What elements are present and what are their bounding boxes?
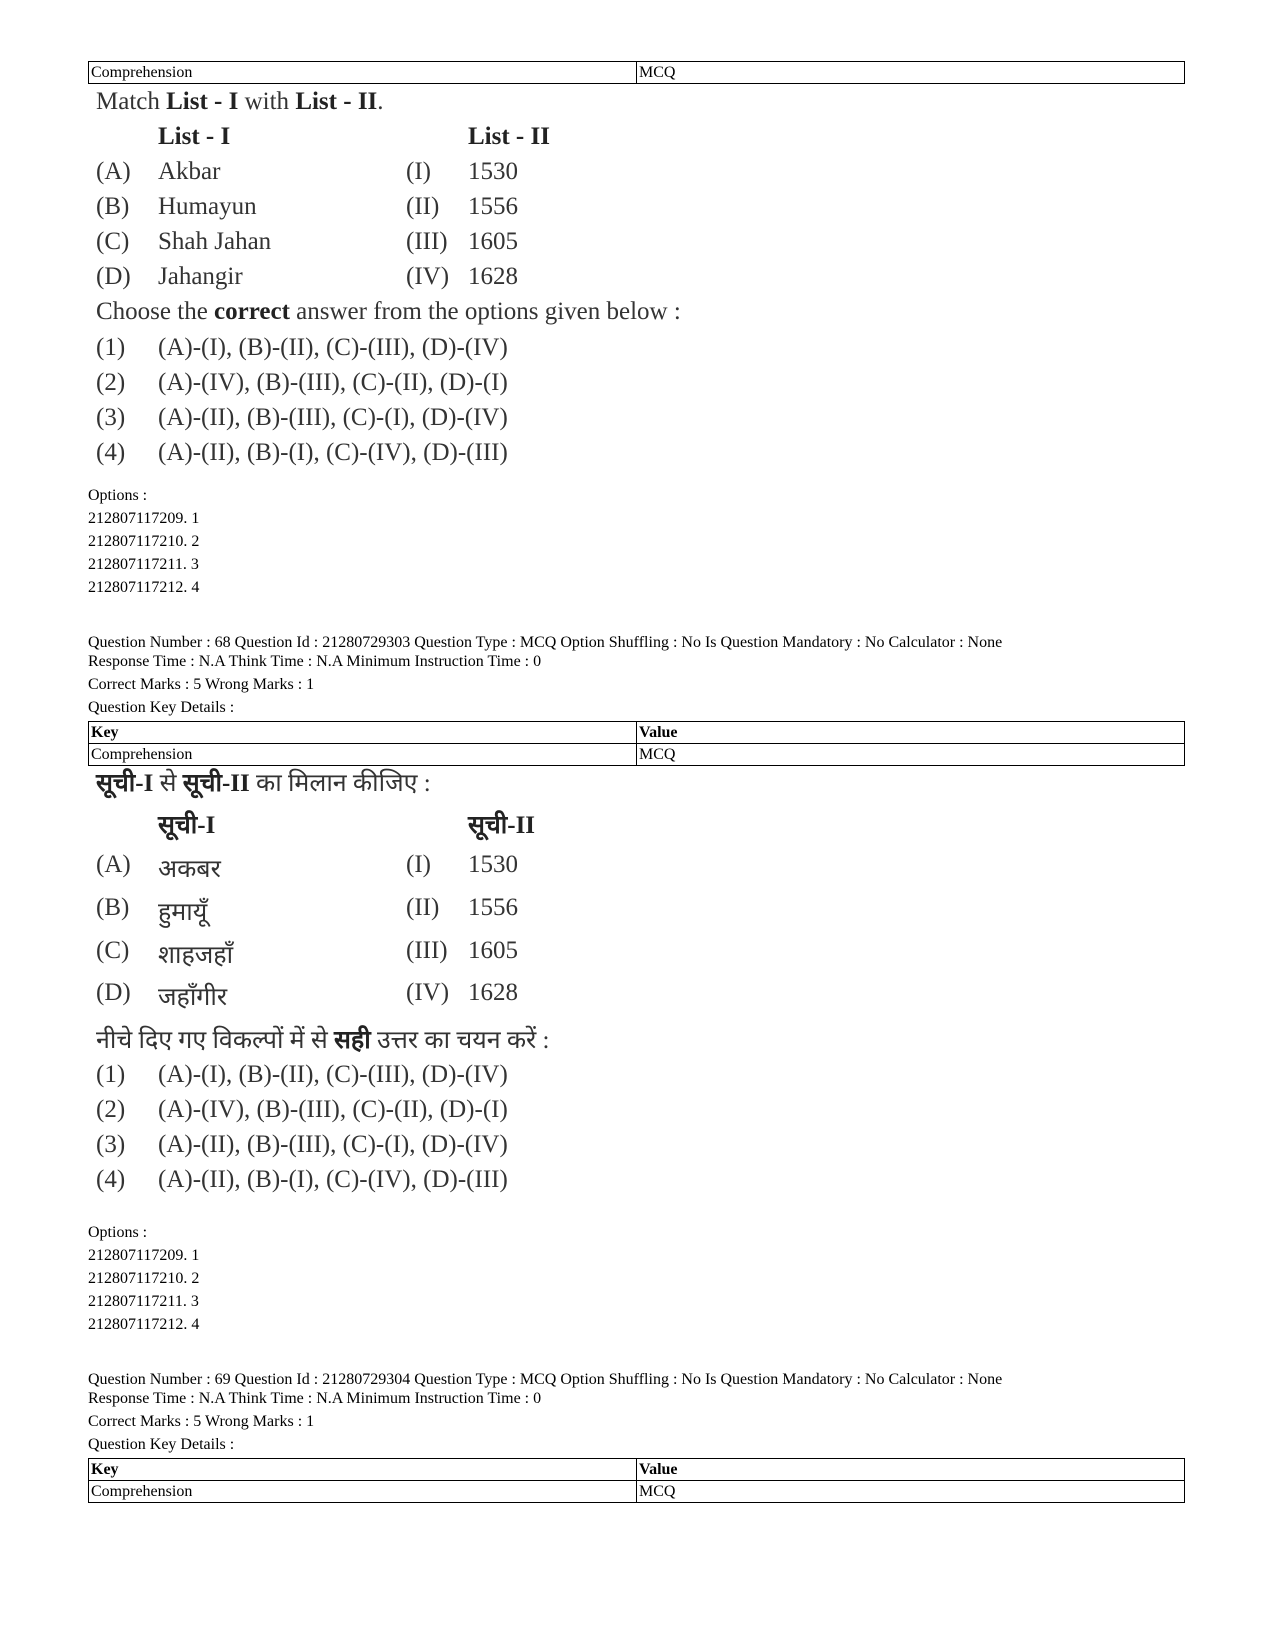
choice-number: (1) [96,1061,126,1088]
row-num: (III) [406,937,448,964]
choice-text: (A)-(I), (B)-(II), (C)-(III), (D)-(IV) [158,334,508,361]
instruction-bold: correct [214,298,290,325]
row-item: Akbar [158,158,221,185]
choose-instruction [96,1022,549,1056]
choice-number: (1) [96,334,126,361]
list-2-header: सूची-II [468,812,536,839]
question-stem [96,88,384,116]
row-item: हुमायूँ [158,899,208,926]
table-header-row [89,1459,1185,1481]
stem-bold: List - II [295,88,378,115]
list-1-header: सूची-I [158,812,216,839]
row-tag: (D) [96,263,131,290]
row-item: Shah Jahan [158,228,272,255]
key-header: Key [89,1459,637,1481]
row-num: (III) [406,228,448,255]
row-item: शाहजहाँ [158,942,234,969]
choice-number: (3) [96,404,126,431]
row-tag: (B) [96,894,130,921]
row-num: (II) [406,193,440,220]
question-meta-line: Question Number : 69 Question Id : 21280729304 Question Type : MCQ Option Shuffling : No Is Question Mandatory : No Calculator : None [88,1371,1003,1388]
row-num: (IV) [406,979,450,1006]
options-label: Options : [88,487,148,504]
instruction-bold: सही [334,1027,371,1054]
options-label: Options : [88,1224,148,1241]
row-tag: (C) [96,228,130,255]
key-cell: Comprehension [89,1481,637,1503]
row-tag: (A) [96,158,131,185]
question-time-line: Response Time : N.A Think Time : N.A Minimum Instruction Time : 0 [88,1390,542,1407]
choice-text: (A)-(IV), (B)-(III), (C)-(II), (D)-(I) [158,369,508,396]
choice-text: (A)-(II), (B)-(I), (C)-(IV), (D)-(III) [158,1166,508,1193]
choice-number: (4) [96,1166,126,1193]
question-meta-line: Question Number : 68 Question Id : 21280729303 Question Type : MCQ Option Shuffling : No Is Question Mandatory : No Calculator : None [88,634,1003,651]
choice-text: (A)-(I), (B)-(II), (C)-(III), (D)-(IV) [158,1061,508,1088]
row-value: 1628 [468,979,518,1006]
row-item: अकबर [158,856,221,883]
instruction-text: Choose the [96,298,215,325]
value-header: Value [637,722,1185,744]
row-tag: (B) [96,193,130,220]
row-tag: (D) [96,979,131,1006]
row-value: 1556 [468,894,518,921]
stem-text: से [153,770,183,797]
instruction-text: उत्तर का चयन करें : [370,1027,550,1054]
row-num: (IV) [406,263,450,290]
row-item: जहाँगीर [158,984,228,1011]
stem-bold: सूची-I [96,770,154,797]
question-marks: Correct Marks : 5 Wrong Marks : 1 [88,1413,315,1430]
option-item: 212807117209. 1 [88,1247,200,1264]
value-cell: MCQ [637,744,1185,766]
list-2-header: List - II [468,123,550,150]
question-key-details-label: Question Key Details : [88,699,235,716]
question-stem [96,765,431,799]
stem-bold: List - I [166,88,239,115]
choice-text: (A)-(II), (B)-(III), (C)-(I), (D)-(IV) [158,1131,508,1158]
row-num: (II) [406,894,440,921]
option-item: 212807117210. 2 [88,533,200,550]
instruction-text: answer from the options given below : [289,298,681,325]
option-item: 212807117210. 2 [88,1270,200,1287]
stem-text: with [238,88,296,115]
instruction-text: नीचे दिए गए विकल्पों में से [96,1027,335,1054]
option-item: 212807117209. 1 [88,510,200,527]
row-value: 1628 [468,263,518,290]
question-key-table [88,721,1185,766]
stem-text: . [377,88,384,115]
row-value: 1530 [468,851,518,878]
key-cell: Comprehension [89,744,637,766]
row-value: 1605 [468,228,518,255]
row-value: 1605 [468,937,518,964]
question-key-table [88,1458,1185,1503]
choice-number: (2) [96,1096,126,1123]
row-num: (I) [406,851,431,878]
option-item: 212807117211. 3 [88,556,199,573]
choice-number: (4) [96,439,126,466]
question-key-details-label: Question Key Details : [88,1436,235,1453]
row-item: Jahangir [158,263,243,290]
stem-text: Match [96,88,167,115]
table-header-row [89,722,1185,744]
table-row [89,744,1185,766]
list-1-header: List - I [158,123,231,150]
option-item: 212807117212. 4 [88,1316,200,1333]
row-tag: (C) [96,937,130,964]
table-row [89,1481,1185,1503]
option-item: 212807117211. 3 [88,1293,199,1310]
value-cell: MCQ [637,62,1185,84]
row-tag: (A) [96,851,131,878]
row-item: Humayun [158,193,257,220]
choice-text: (A)-(II), (B)-(III), (C)-(I), (D)-(IV) [158,404,508,431]
key-cell: Comprehension [89,62,637,84]
choice-text: (A)-(IV), (B)-(III), (C)-(II), (D)-(I) [158,1096,508,1123]
key-header: Key [89,722,637,744]
question-time-line: Response Time : N.A Think Time : N.A Minimum Instruction Time : 0 [88,653,542,670]
value-cell: MCQ [637,1481,1185,1503]
choice-text: (A)-(II), (B)-(I), (C)-(IV), (D)-(III) [158,439,508,466]
stem-bold: सूची-II [182,770,250,797]
row-value: 1556 [468,193,518,220]
value-header: Value [637,1459,1185,1481]
stem-text: का मिलान कीजिए : [249,770,431,797]
row-value: 1530 [468,158,518,185]
table-row [89,62,1185,84]
question-marks: Correct Marks : 5 Wrong Marks : 1 [88,676,315,693]
choice-number: (3) [96,1131,126,1158]
row-num: (I) [406,158,431,185]
choose-instruction [96,298,681,326]
option-item: 212807117212. 4 [88,579,200,596]
question-key-table [88,61,1185,84]
choice-number: (2) [96,369,126,396]
